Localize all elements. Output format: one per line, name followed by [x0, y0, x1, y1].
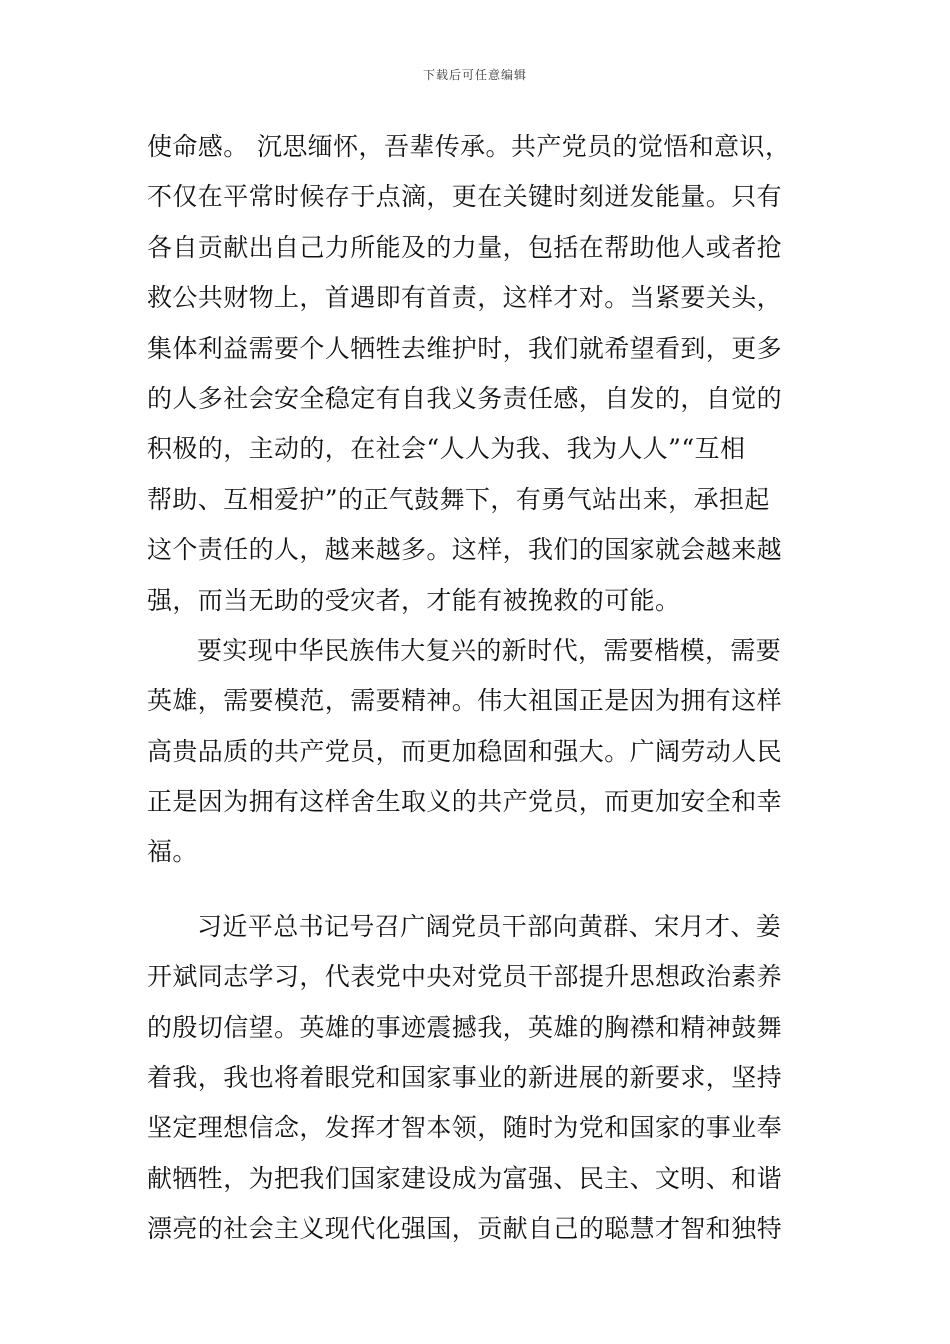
paragraph-gap	[147, 878, 807, 902]
text-line: 的殷切信望。英雄的事迹震撼我，英雄的胸襟和精神鼓舞	[147, 1012, 783, 1042]
header-note: 下载后可任意编辑	[422, 68, 527, 82]
text-line: 救公共财物上，首遇即有首责，这样才对。当紧要关头，	[147, 283, 783, 313]
text-line: 着我，我也将着眼党和国家事业的新进展的新要求，坚持	[147, 1063, 783, 1093]
text-line: 献牺牲，为把我们国家建设成为富强、民主、文明、和谐	[147, 1163, 783, 1193]
text-line: 要实现中华民族伟大复兴的新时代，需要楷模，需要	[197, 635, 782, 665]
text-line: 高贵品质的共产党员，而更加稳固和强大。广阔劳动人民	[147, 736, 783, 766]
text-line: 习近平总书记号召广阔党员干部向黄群、宋月才、姜	[197, 911, 782, 941]
text-line: 英雄，需要模范，需要精神。伟大祖国正是因为拥有这样	[147, 686, 783, 716]
text-line: 福。	[147, 837, 198, 867]
text-line: 各自贡献出自己力所能及的力量，包括在帮助他人或者抢	[147, 232, 783, 262]
text-line: 帮助、互相爱护”的正气鼓舞下，有勇气站出来，承担起	[147, 484, 770, 514]
text-line: 积极的，主动的，在社会“人人为我、我为人人”“互相	[147, 434, 746, 464]
text-line: 使命感。 沉思缅怀，吾辈传承。共产党员的觉悟和意识，	[147, 132, 791, 161]
text-line: 的人多社会安全稳定有自我义务责任感，自发的，自觉的	[147, 383, 783, 413]
text-line: 开斌同志学习，代表党中央对党员干部提升思想政治素养	[147, 962, 783, 992]
text-line: 集体利益需要个人牺牲去维护时，我们就希望看到，更多	[147, 333, 783, 363]
text-line: 坚定理想信念，发挥才智本领，随时为党和国家的事业奉	[147, 1113, 783, 1143]
text-line: 这个责任的人，越来越多。这样，我们的国家就会越来越	[147, 535, 783, 565]
text-line: 正是因为拥有这样舍生取义的共产党员，而更加安全和幸	[147, 787, 783, 817]
text-line: 强，而当无助的受灾者，才能有被挽救的可能。	[147, 585, 681, 615]
text-line: 不仅在平常时候存于点滴，更在关键时刻迸发能量。只有	[147, 182, 783, 212]
body-text	[147, 122, 807, 1255]
text-line: 漂亮的社会主义现代化强国，贡献自己的聪慧才智和独特	[147, 1214, 783, 1244]
